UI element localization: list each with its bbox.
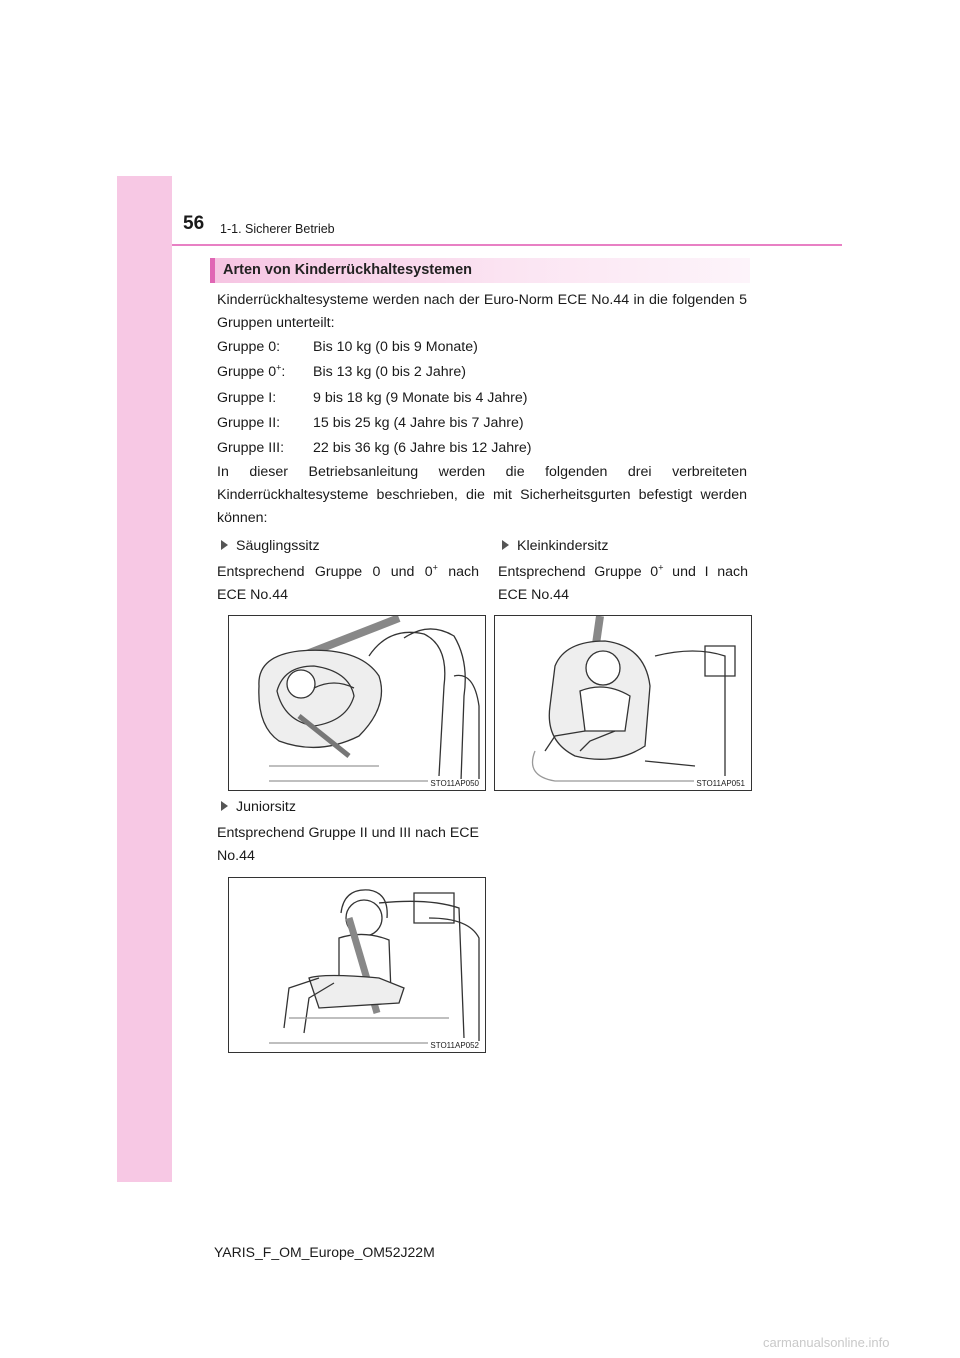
triangle-bullet-icon [502, 540, 509, 550]
group-value: Bis 13 kg (0 bis 2 Jahre) [313, 364, 466, 380]
section-heading [210, 258, 750, 283]
junior-seat-drawing [229, 878, 485, 1052]
seat-desc-toddler: Entsprechend Gruppe 0+ und I nach ECE No.44 [498, 562, 748, 603]
seat-desc-junior: Entsprechend Gruppe II und III nach ECE No.44 [217, 825, 479, 864]
seat-heading-toddler: Kleinkindersitz [502, 538, 608, 554]
intro-paragraph: Kinderrückhaltesysteme werden nach der Euro-Norm ECE No.44 in die folgenden 5 Gruppen unterteilt: [217, 292, 747, 331]
group-label: Gruppe 0: [217, 339, 281, 355]
section-title: 1-1. Sicherer Betrieb [220, 222, 335, 236]
infant-seat-drawing [229, 616, 485, 790]
watermark: carmanualsonline.info [763, 1335, 890, 1350]
document-footer-code: YARIS_F_OM_Europe_OM52J22M [214, 1244, 435, 1260]
section-heading-text: Arten von Kinderrückhaltesystemen [223, 262, 472, 278]
group-value: Bis 10 kg (0 bis 9 Monate) [313, 339, 478, 355]
group-value: 15 bis 25 kg (4 Jahre bis 7 Jahre) [313, 415, 524, 431]
group-label: Gruppe I: [217, 390, 277, 406]
group-label: Gruppe II: [217, 415, 281, 431]
description-paragraph: In dieser Betriebsanleitung werden die folgenden drei verbreiteten Kinderrückhaltesysteme beschrieben, die mit Sicherheitsgurten befestigt werden können: [217, 464, 747, 526]
seat-heading-infant: Säuglingssitz [221, 538, 320, 554]
triangle-bullet-icon [221, 540, 228, 550]
group-value: 9 bis 18 kg (9 Monate bis 4 Jahre) [313, 390, 528, 406]
triangle-bullet-icon [221, 801, 228, 811]
seat-heading-junior: Juniorsitz [221, 799, 296, 815]
figure-code: STO11AP050 [430, 779, 479, 788]
infant-seat-illustration [228, 615, 486, 791]
group-label: Gruppe 0+: [217, 362, 286, 380]
chapter-sidebar-tab [117, 176, 172, 1182]
group-label: Gruppe III: [217, 440, 285, 456]
page-number: 56 [183, 213, 205, 234]
junior-seat-illustration [228, 877, 486, 1053]
heading-accent [210, 258, 215, 283]
toddler-seat-drawing [495, 616, 751, 790]
group-value: 22 bis 36 kg (6 Jahre bis 12 Jahre) [313, 440, 532, 456]
header-rule [172, 244, 842, 246]
figure-code: STO11AP051 [696, 779, 745, 788]
toddler-seat-illustration [494, 615, 752, 791]
seat-desc-infant: Entsprechend Gruppe 0 und 0+ nach ECE No.44 [217, 562, 479, 603]
figure-code: STO11AP052 [430, 1041, 479, 1050]
